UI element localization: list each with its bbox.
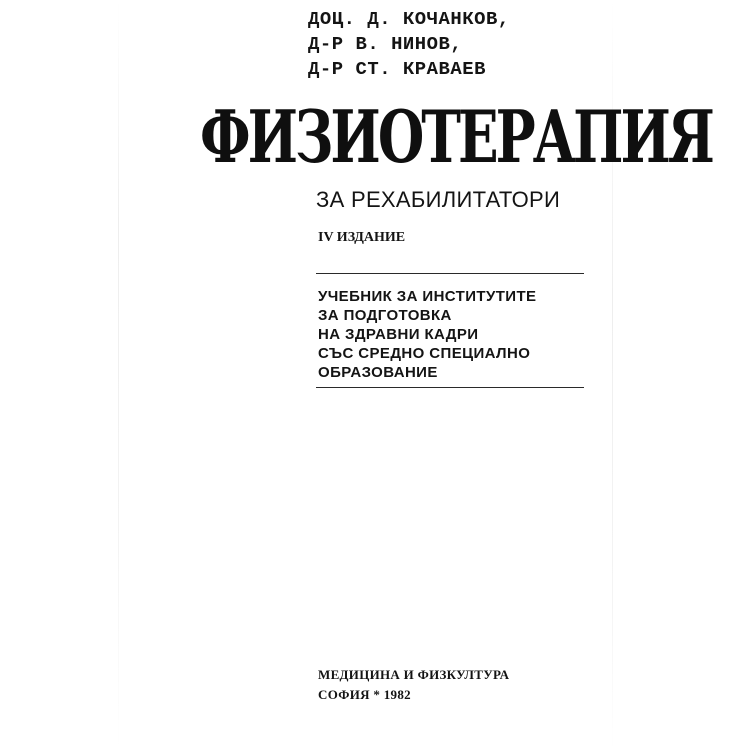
book-subtitle: ЗА РЕХАБИЛИТАТОРИ [316, 187, 561, 212]
author-3: Д-Р СТ. КРАВАЕВ [308, 60, 487, 80]
divider-top [316, 273, 584, 274]
author-1: ДОЦ. Д. КОЧАНКОВ, [308, 10, 510, 30]
author-2: Д-Р В. НИНОВ, [308, 35, 463, 55]
scan-edge-left [118, 0, 119, 750]
authors-block [308, 8, 510, 83]
description-block [318, 287, 536, 382]
description-line-5: ОБРАЗОВАНИЕ [318, 364, 438, 381]
description-line-3: НА ЗДРАВНИ КАДРИ [318, 326, 479, 343]
divider-bottom [316, 387, 584, 388]
publisher-city-year: СОФИЯ * 1982 [318, 687, 411, 702]
publisher-block [318, 665, 509, 705]
description-line-1: УЧЕБНИК ЗА ИНСТИТУТИТЕ [318, 288, 537, 305]
description-line-2: ЗА ПОДГОТОВКА [318, 307, 452, 324]
description-line-4: СЪС СРЕДНО СПЕЦИАЛНО [318, 345, 531, 362]
book-title: ФИЗИОТЕРАПИЯ [200, 94, 712, 179]
edition-label: IV ИЗДАНИЕ [318, 230, 406, 245]
publisher-name: МЕДИЦИНА И ФИЗКУЛТУРА [318, 667, 510, 682]
